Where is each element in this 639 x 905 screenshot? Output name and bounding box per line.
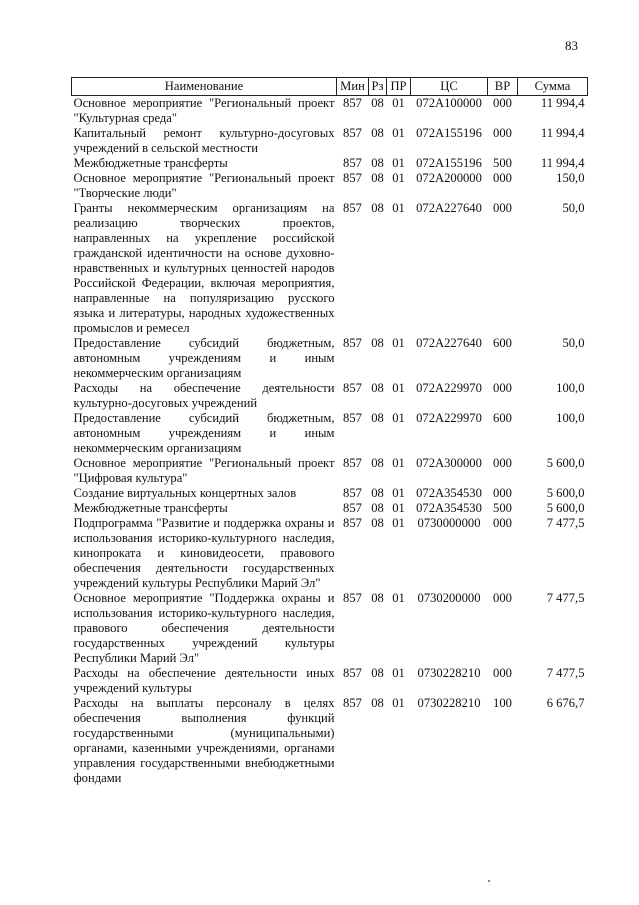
cell-name: Гранты некоммерческим организациям на реализацию творческих проектов, направленных на укрепление российской гражданской идентичности на основе духовно-нравственных и культурных ценностей народов Российской Федерации, включая мероприятия, направленные на популяризацию русского языка и литературы, народных художественных промыслов и ремесел xyxy=(73,201,335,335)
table-row xyxy=(72,171,588,201)
cell-vr: 000 xyxy=(493,486,512,500)
cell-sum: 6 676,7 xyxy=(546,696,585,710)
cell-pr: 01 xyxy=(392,201,405,215)
cell-vr: 000 xyxy=(493,171,512,185)
cell-pr: 01 xyxy=(392,156,405,170)
column-header-name: Наименование xyxy=(72,78,337,96)
cell-name: Расходы на обеспечение деятельности иных учреждений культуры xyxy=(73,666,335,695)
column-header-sum: Сумма xyxy=(518,78,588,96)
cell-pr: 01 xyxy=(392,486,405,500)
cell-min: 857 xyxy=(343,696,362,710)
cell-vr: 000 xyxy=(493,201,512,215)
cell-name: Расходы на обеспечение деятельности культурно-досуговых учреждений xyxy=(73,381,335,410)
cell-min: 857 xyxy=(343,456,362,470)
cell-name: Межбюджетные трансферты xyxy=(73,501,228,515)
cell-cs: 0730228210 xyxy=(417,666,481,680)
page-number: 83 xyxy=(565,38,578,53)
cell-cs: 0730200000 xyxy=(417,591,481,605)
cell-pr: 01 xyxy=(392,666,405,680)
table-row xyxy=(72,96,588,127)
cell-vr: 000 xyxy=(493,516,512,530)
cell-name: Расходы на выплаты персоналу в целях обеспечения выполнения функций государственными (муниципальными) органами, казенными учреждениями, органами управления государственными внебюджетными фондами xyxy=(73,696,335,785)
cell-cs: 072A227640 xyxy=(416,336,482,350)
table-row xyxy=(72,411,588,456)
cell-cs: 072A155196 xyxy=(416,126,482,140)
cell-vr: 000 xyxy=(493,666,512,680)
table-row xyxy=(72,501,588,516)
cell-min: 857 xyxy=(343,96,362,110)
cell-sum: 100,0 xyxy=(556,381,585,395)
cell-name: Предоставление субсидий бюджетным, автономным учреждениям и иным некоммерческим организациям xyxy=(73,336,335,380)
cell-vr: 500 xyxy=(493,501,512,515)
cell-cs: 072A300000 xyxy=(416,456,482,470)
cell-min: 857 xyxy=(343,486,362,500)
cell-sum: 150,0 xyxy=(556,171,585,185)
column-header-vr: ВР xyxy=(488,78,518,96)
table-header-row xyxy=(72,78,588,96)
cell-rz: 08 xyxy=(371,411,384,425)
cell-vr: 000 xyxy=(493,591,512,605)
column-header-rz: Рз xyxy=(369,78,387,96)
cell-cs: 0730228210 xyxy=(417,696,481,710)
cell-name: Подпрограмма "Развитие и поддержка охраны и использования историко-культурного наследия, кинопроката и киновидеосети, правового обеспечения деятельности государственных учреждений культуры Республики Марий Эл" xyxy=(73,516,335,590)
cell-pr: 01 xyxy=(392,516,405,530)
cell-sum: 50,0 xyxy=(562,336,585,350)
cell-cs: 072A100000 xyxy=(416,96,482,110)
cell-cs: 072A155196 xyxy=(416,156,482,170)
cell-rz: 08 xyxy=(371,336,384,350)
table-row xyxy=(72,486,588,501)
cell-pr: 01 xyxy=(392,456,405,470)
cell-sum: 7 477,5 xyxy=(546,666,585,680)
cell-pr: 01 xyxy=(392,381,405,395)
cell-vr: 000 xyxy=(493,96,512,110)
column-header-cs: ЦС xyxy=(411,78,488,96)
cell-min: 857 xyxy=(343,411,362,425)
cell-rz: 08 xyxy=(371,381,384,395)
cell-rz: 08 xyxy=(371,696,384,710)
budget-table xyxy=(71,77,588,786)
cell-min: 857 xyxy=(343,381,362,395)
cell-name: Предоставление субсидий бюджетным, автономным учреждениям и иным некоммерческим организациям xyxy=(73,411,335,455)
cell-name: Основное мероприятие "Региональный проект "Творческие люди" xyxy=(73,171,335,200)
cell-min: 857 xyxy=(343,591,362,605)
cell-sum: 5 600,0 xyxy=(546,501,585,515)
cell-pr: 01 xyxy=(392,411,405,425)
table-row xyxy=(72,666,588,696)
table-row xyxy=(72,696,588,786)
cell-rz: 08 xyxy=(371,171,384,185)
column-header-pr: ПР xyxy=(387,78,411,96)
cell-name: Создание виртуальных концертных залов xyxy=(73,486,297,500)
cell-pr: 01 xyxy=(392,96,405,110)
cell-vr: 500 xyxy=(493,156,512,170)
cell-sum: 11 994,4 xyxy=(540,126,585,140)
cell-cs: 072A354530 xyxy=(416,486,482,500)
table-row xyxy=(72,126,588,156)
cell-min: 857 xyxy=(343,501,362,515)
table-body xyxy=(72,96,588,787)
cell-vr: 600 xyxy=(493,336,512,350)
cell-rz: 08 xyxy=(371,486,384,500)
cell-sum: 11 994,4 xyxy=(540,96,585,110)
cell-min: 857 xyxy=(343,126,362,140)
cell-name: Основное мероприятие "Региональный проект "Культурная среда" xyxy=(73,96,335,125)
cell-rz: 08 xyxy=(371,96,384,110)
cell-cs: 072A229970 xyxy=(416,411,482,425)
cell-cs: 072A227640 xyxy=(416,201,482,215)
cell-sum: 100,0 xyxy=(556,411,585,425)
cell-vr: 000 xyxy=(493,456,512,470)
cell-sum: 7 477,5 xyxy=(546,591,585,605)
cell-rz: 08 xyxy=(371,201,384,215)
cell-sum: 5 600,0 xyxy=(546,486,585,500)
table-row xyxy=(72,381,588,411)
cell-rz: 08 xyxy=(371,126,384,140)
cell-pr: 01 xyxy=(392,696,405,710)
cell-rz: 08 xyxy=(371,156,384,170)
cell-pr: 01 xyxy=(392,591,405,605)
cell-cs: 0730000000 xyxy=(417,516,481,530)
cell-pr: 01 xyxy=(392,336,405,350)
cell-name: Межбюджетные трансферты xyxy=(73,156,228,170)
cell-vr: 000 xyxy=(493,381,512,395)
cell-pr: 01 xyxy=(392,126,405,140)
table-row xyxy=(72,336,588,381)
column-header-min: Мин xyxy=(337,78,369,96)
table-row xyxy=(72,591,588,666)
cell-min: 857 xyxy=(343,156,362,170)
scan-speck xyxy=(488,880,490,882)
cell-min: 857 xyxy=(343,171,362,185)
cell-min: 857 xyxy=(343,666,362,680)
table-row xyxy=(72,516,588,591)
cell-sum: 5 600,0 xyxy=(546,456,585,470)
cell-min: 857 xyxy=(343,516,362,530)
cell-rz: 08 xyxy=(371,501,384,515)
cell-sum: 11 994,4 xyxy=(540,156,585,170)
cell-cs: 072A200000 xyxy=(416,171,482,185)
cell-name: Капитальный ремонт культурно-досуговых учреждений в сельской местности xyxy=(73,126,335,155)
cell-name: Основное мероприятие "Поддержка охраны и использования историко-культурного наследия, правового обеспечения деятельности государственных учреждений культуры Республики Марий Эл" xyxy=(73,591,335,665)
cell-pr: 01 xyxy=(392,501,405,515)
cell-min: 857 xyxy=(343,336,362,350)
cell-rz: 08 xyxy=(371,516,384,530)
cell-vr: 000 xyxy=(493,126,512,140)
cell-sum: 50,0 xyxy=(562,201,585,215)
cell-cs: 072A229970 xyxy=(416,381,482,395)
cell-vr: 600 xyxy=(493,411,512,425)
cell-sum: 7 477,5 xyxy=(546,516,585,530)
cell-pr: 01 xyxy=(392,171,405,185)
cell-rz: 08 xyxy=(371,591,384,605)
table-row xyxy=(72,156,588,171)
table-row xyxy=(72,201,588,336)
cell-rz: 08 xyxy=(371,456,384,470)
cell-cs: 072A354530 xyxy=(416,501,482,515)
cell-rz: 08 xyxy=(371,666,384,680)
table-row xyxy=(72,456,588,486)
cell-vr: 100 xyxy=(493,696,512,710)
cell-min: 857 xyxy=(343,201,362,215)
cell-name: Основное мероприятие "Региональный проект "Цифровая культура" xyxy=(73,456,335,485)
